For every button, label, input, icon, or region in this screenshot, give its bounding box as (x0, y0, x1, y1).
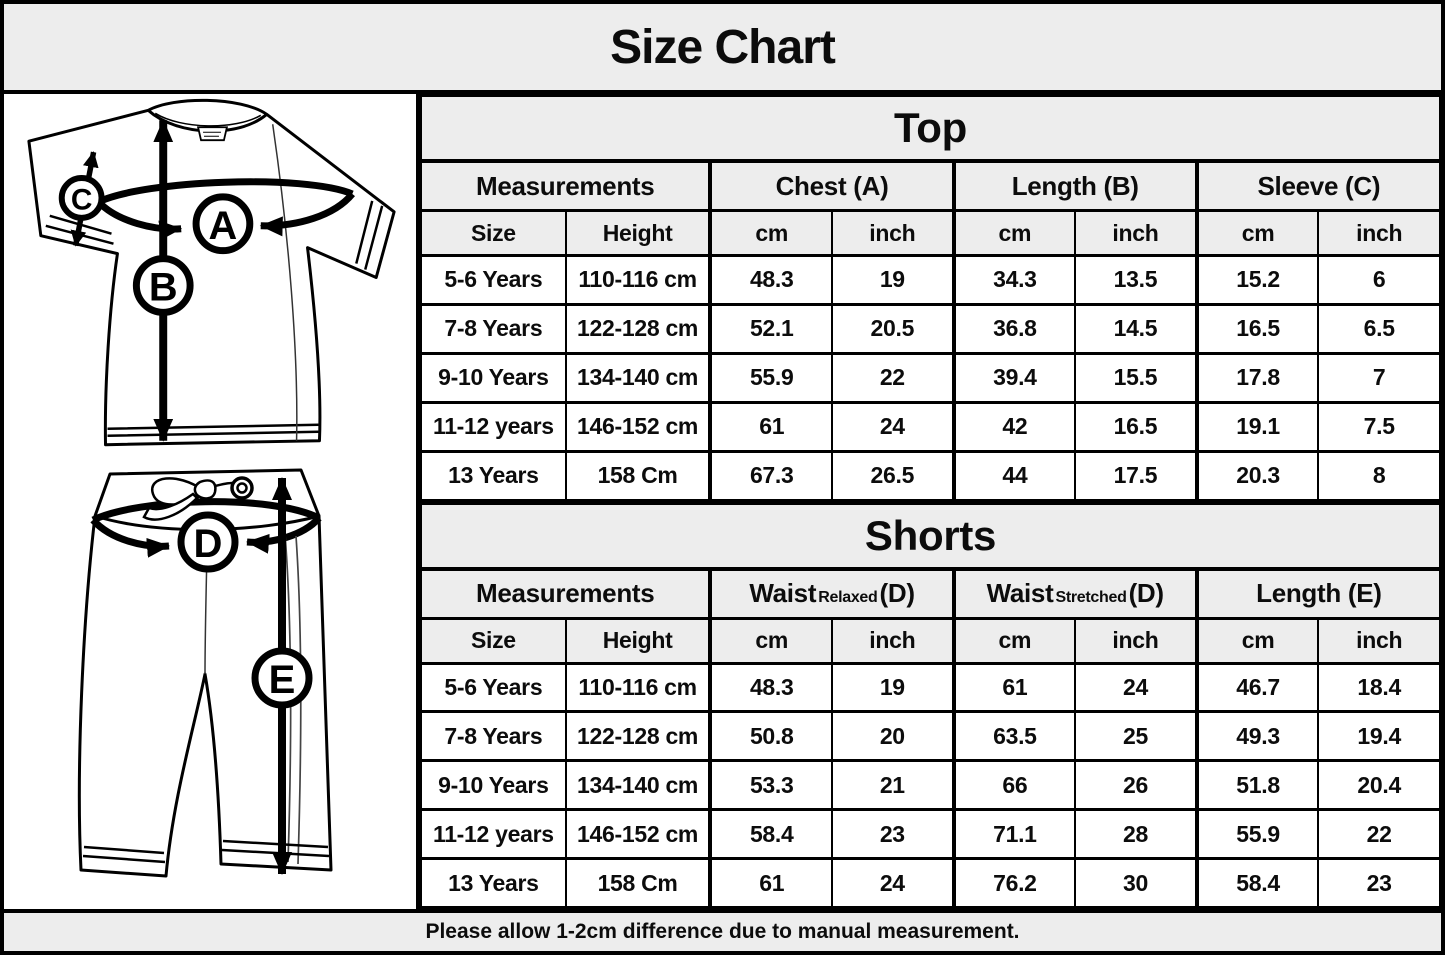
value-cell: 20 (832, 712, 954, 761)
value-cell: 36.8 (954, 304, 1076, 353)
value-cell: 19 (832, 256, 954, 305)
top-col-length: Length (B) (954, 161, 1197, 211)
value-cell: 39.4 (954, 353, 1076, 402)
page-title: Size Chart (4, 4, 1441, 94)
size-cell: 11-12 years (421, 810, 566, 859)
height-cell: 146-152 cm (566, 810, 711, 859)
value-cell: 15.5 (1075, 353, 1197, 402)
value-cell: 7 (1318, 353, 1440, 402)
value-cell: 23 (832, 810, 954, 859)
value-cell: 19 (832, 663, 954, 712)
shorts-col-waist-relaxed (710, 569, 953, 619)
height-cell: 110-116 cm (566, 663, 711, 712)
top-size-row (421, 256, 1440, 305)
shorts-sub-inch-3: inch (1318, 618, 1440, 663)
top-col-chest: Chest (A) (710, 161, 953, 211)
footer-note: Please allow 1-2cm difference due to manual measurement. (4, 909, 1441, 951)
shorts-col-measurements: Measurements (421, 569, 710, 619)
height-cell: 122-128 cm (566, 304, 711, 353)
value-cell: 66 (954, 761, 1076, 810)
value-cell: 58.4 (1197, 859, 1319, 908)
value-cell: 8 (1318, 451, 1440, 500)
eyelet-inner (238, 484, 247, 493)
size-cell: 11-12 years (421, 402, 566, 451)
value-cell: 20.4 (1318, 761, 1440, 810)
value-cell: 17.5 (1075, 451, 1197, 500)
content-area (4, 94, 1441, 909)
value-cell: 20.3 (1197, 451, 1319, 500)
waist-label: D (193, 522, 223, 566)
value-cell: 71.1 (954, 810, 1076, 859)
height-cell: 158 Cm (566, 451, 711, 500)
shorts-length-label: E (268, 658, 296, 702)
top-size-row (421, 304, 1440, 353)
shorts-sub-inch-1: inch (832, 618, 954, 663)
shorts-col-waist-stretched (954, 569, 1197, 619)
value-cell: 63.5 (954, 712, 1076, 761)
value-cell: 17.8 (1197, 353, 1319, 402)
value-cell: 52.1 (710, 304, 832, 353)
top-sub-inch-1: inch (832, 211, 954, 256)
value-cell: 61 (954, 663, 1076, 712)
shorts-sub-cm-1: cm (710, 618, 832, 663)
value-cell: 44 (954, 451, 1076, 500)
value-cell: 51.8 (1197, 761, 1319, 810)
value-cell: 7.5 (1318, 402, 1440, 451)
value-cell: 16.5 (1197, 304, 1319, 353)
value-cell: 20.5 (832, 304, 954, 353)
size-cell: 7-8 Years (421, 304, 566, 353)
drawstring-knot (195, 480, 216, 498)
top-col-sleeve: Sleeve (C) (1197, 161, 1440, 211)
top-sub-inch-2: inch (1075, 211, 1197, 256)
value-cell: 50.8 (710, 712, 832, 761)
chest-label: A (208, 203, 238, 248)
shorts-sub-cm-3: cm (1197, 618, 1319, 663)
value-cell: 14.5 (1075, 304, 1197, 353)
value-cell: 48.3 (710, 256, 832, 305)
height-cell: 122-128 cm (566, 712, 711, 761)
shorts-size-row (421, 761, 1440, 810)
waist-relaxed-small: Relaxed (818, 589, 878, 606)
value-cell: 61 (710, 859, 832, 908)
value-cell: 19.4 (1318, 712, 1440, 761)
value-cell: 16.5 (1075, 402, 1197, 451)
value-cell: 25 (1075, 712, 1197, 761)
height-cell: 134-140 cm (566, 761, 711, 810)
value-cell: 55.9 (710, 353, 832, 402)
value-cell: 18.4 (1318, 663, 1440, 712)
shorts-size-row (421, 663, 1440, 712)
neck-tag (198, 127, 227, 140)
height-cell: 146-152 cm (566, 402, 711, 451)
top-sub-cm-1: cm (710, 211, 832, 256)
value-cell: 28 (1075, 810, 1197, 859)
value-cell: 23 (1318, 859, 1440, 908)
value-cell: 42 (954, 402, 1076, 451)
waist-relaxed-main: Waist (749, 578, 817, 608)
value-cell: 53.3 (710, 761, 832, 810)
sleeve-label: C (70, 183, 93, 217)
value-cell: 26 (1075, 761, 1197, 810)
shorts-size-table (420, 502, 1441, 910)
value-cell: 22 (832, 353, 954, 402)
top-col-measurements: Measurements (421, 161, 710, 211)
value-cell: 13.5 (1075, 256, 1197, 305)
size-cell: 9-10 Years (421, 761, 566, 810)
top-sub-cm-2: cm (954, 211, 1076, 256)
value-cell: 58.4 (710, 810, 832, 859)
shorts-size-row (421, 859, 1440, 908)
top-size-row (421, 451, 1440, 500)
value-cell: 49.3 (1197, 712, 1319, 761)
value-cell: 34.3 (954, 256, 1076, 305)
waist-stretched-tail: (D) (1128, 578, 1164, 608)
size-cell: 9-10 Years (421, 353, 566, 402)
height-cell: 158 Cm (566, 859, 711, 908)
waist-stretched-small: Stretched (1055, 589, 1127, 606)
top-size-row (421, 402, 1440, 451)
waist-relaxed-tail: (D) (879, 578, 915, 608)
value-cell: 55.9 (1197, 810, 1319, 859)
garment-diagram-panel (4, 94, 420, 909)
size-cell: 5-6 Years (421, 256, 566, 305)
shorts-col-length: Length (E) (1197, 569, 1440, 619)
value-cell: 30 (1075, 859, 1197, 908)
top-table-title: Top (421, 96, 1440, 162)
top-sub-size: Size (421, 211, 566, 256)
value-cell: 24 (1075, 663, 1197, 712)
value-cell: 67.3 (710, 451, 832, 500)
size-cell: 5-6 Years (421, 663, 566, 712)
height-cell: 134-140 cm (566, 353, 711, 402)
value-cell: 21 (832, 761, 954, 810)
top-sub-inch-3: inch (1318, 211, 1440, 256)
top-size-row (421, 353, 1440, 402)
shorts-size-row (421, 810, 1440, 859)
shorts-sub-height: Height (566, 618, 711, 663)
size-cell: 13 Years (421, 859, 566, 908)
top-sub-cm-3: cm (1197, 211, 1319, 256)
value-cell: 22 (1318, 810, 1440, 859)
value-cell: 19.1 (1197, 402, 1319, 451)
value-cell: 6 (1318, 256, 1440, 305)
size-cell: 13 Years (421, 451, 566, 500)
value-cell: 61 (710, 402, 832, 451)
shorts-sub-inch-2: inch (1075, 618, 1197, 663)
shorts-sub-size: Size (421, 618, 566, 663)
height-cell: 110-116 cm (566, 256, 711, 305)
tshirt-diagram (6, 94, 414, 468)
top-size-table (420, 94, 1441, 502)
tables-panel (420, 94, 1441, 909)
waist-stretched-main: Waist (986, 578, 1054, 608)
value-cell: 6.5 (1318, 304, 1440, 353)
shorts-sub-cm-2: cm (954, 618, 1076, 663)
value-cell: 46.7 (1197, 663, 1319, 712)
size-cell: 7-8 Years (421, 712, 566, 761)
top-sub-height: Height (566, 211, 711, 256)
shorts-table-title: Shorts (421, 503, 1440, 569)
value-cell: 48.3 (710, 663, 832, 712)
value-cell: 26.5 (832, 451, 954, 500)
shorts-diagram (45, 468, 375, 898)
value-cell: 24 (832, 402, 954, 451)
tshirt-outline (29, 100, 394, 444)
length-label: B (148, 265, 178, 310)
shorts-size-row (421, 712, 1440, 761)
value-cell: 24 (832, 859, 954, 908)
value-cell: 15.2 (1197, 256, 1319, 305)
value-cell: 76.2 (954, 859, 1076, 908)
